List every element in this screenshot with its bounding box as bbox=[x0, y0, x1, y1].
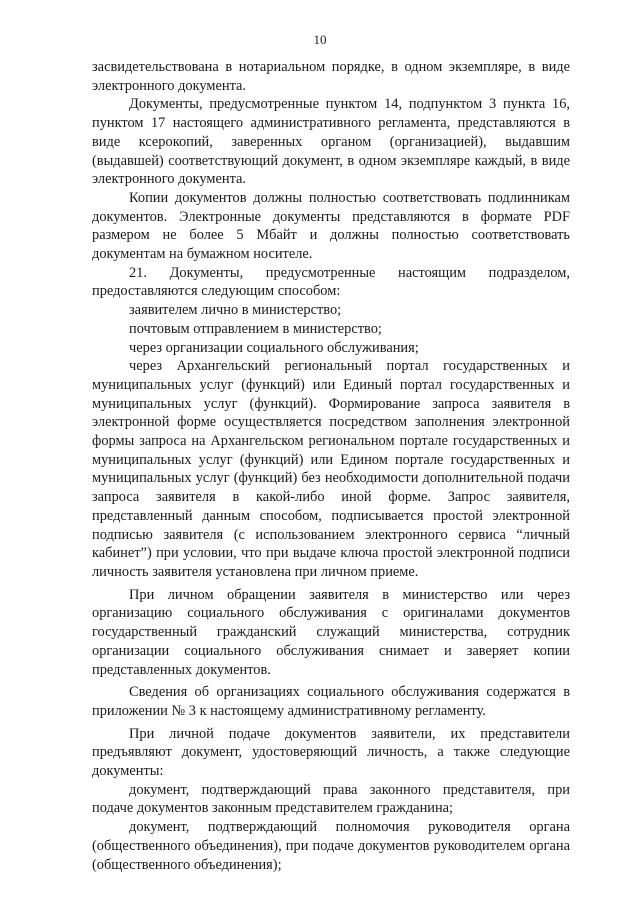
paragraph-item-21: 21. Документы, предусмотренные настоящим подразделом, предоставляются следующим способом: bbox=[92, 264, 570, 300]
list-item-portal: через Архангельский региональный портал государственных и муниципальных услуг (функций) или Единый портал государственных и муниципальных услуг (функций). Формирование запроса заявителя в электронной форме осуществляется посредством заполнения электронной формы запроса на Архангельском региональном портале государственных и муниципальных услуг (функций) или Едином портале государственных и муниципальных услуг (функций) без необходимости дополнительной подачи запроса заявителя в какой-либо иной форме. Запрос заявителя, представленный данным способом, подписывается простой электронной подписью заявителя (с использованием электронного сервиса “личный кабинет”) при условии, что при выдаче ключа простой электронной подписи личность заявителя установлена при личном приеме. bbox=[92, 358, 570, 580]
paragraph-appendix-reference: Сведения об организациях социального обслуживания содержатся в приложении № 3 к настоящему административному регламенту. bbox=[92, 684, 570, 719]
document-body bbox=[92, 58, 570, 874]
list-item-by-post: почтовым отправлением в министерство; bbox=[129, 320, 382, 337]
list-item-in-person: заявителем лично в министерство; bbox=[129, 302, 342, 319]
paragraph-copies-requirements: Копии документов должны полностью соответствовать подлинникам документов. Электронные документы представляются в формате PDF размером не более 5 Мбайт и должны полностью соответствовать документам на бумажном носителе. bbox=[92, 189, 570, 263]
paragraph-continuation: засвидетельствована в нотариальном порядке, в одном экземпляре, в виде электронного документа. bbox=[92, 59, 570, 94]
paragraph-personal-visit: При личном обращении заявителя в министерство или через организацию социального обслуживания с оригиналами документов государственный гражданский служащий министерства, сотрудник организации социального обслуживания снимает и заверяет копии представленных документов. bbox=[92, 586, 570, 678]
list-item-social-organizations: через организации социального обслуживания; bbox=[129, 339, 419, 356]
list-item-legal-representative: документ, подтверждающий права законного представителя, при подаче документов законным представителем гражданина; bbox=[92, 781, 570, 817]
paragraph-copies-format: Документы, предусмотренные пунктом 14, подпунктом 3 пункта 16, пунктом 17 настоящего административного регламента, представляются в виде ксерокопий, заверенных органом (организацией), выдавшим (выдавшей) соответствующий документ, в одном экземпляре каждый, в виде электронного документа. bbox=[92, 96, 570, 188]
list-item-organization-head: документ, подтверждающий полномочия руководителя органа (общественного объединения), при подаче документов руководителем органа (общественного объединения); bbox=[92, 819, 570, 873]
paragraph-identity-documents: При личной подаче документов заявители, их представители предъявляют документ, удостоверяющий личность, а также следующие документы: bbox=[92, 725, 570, 780]
page-number: 10 bbox=[313, 32, 327, 47]
